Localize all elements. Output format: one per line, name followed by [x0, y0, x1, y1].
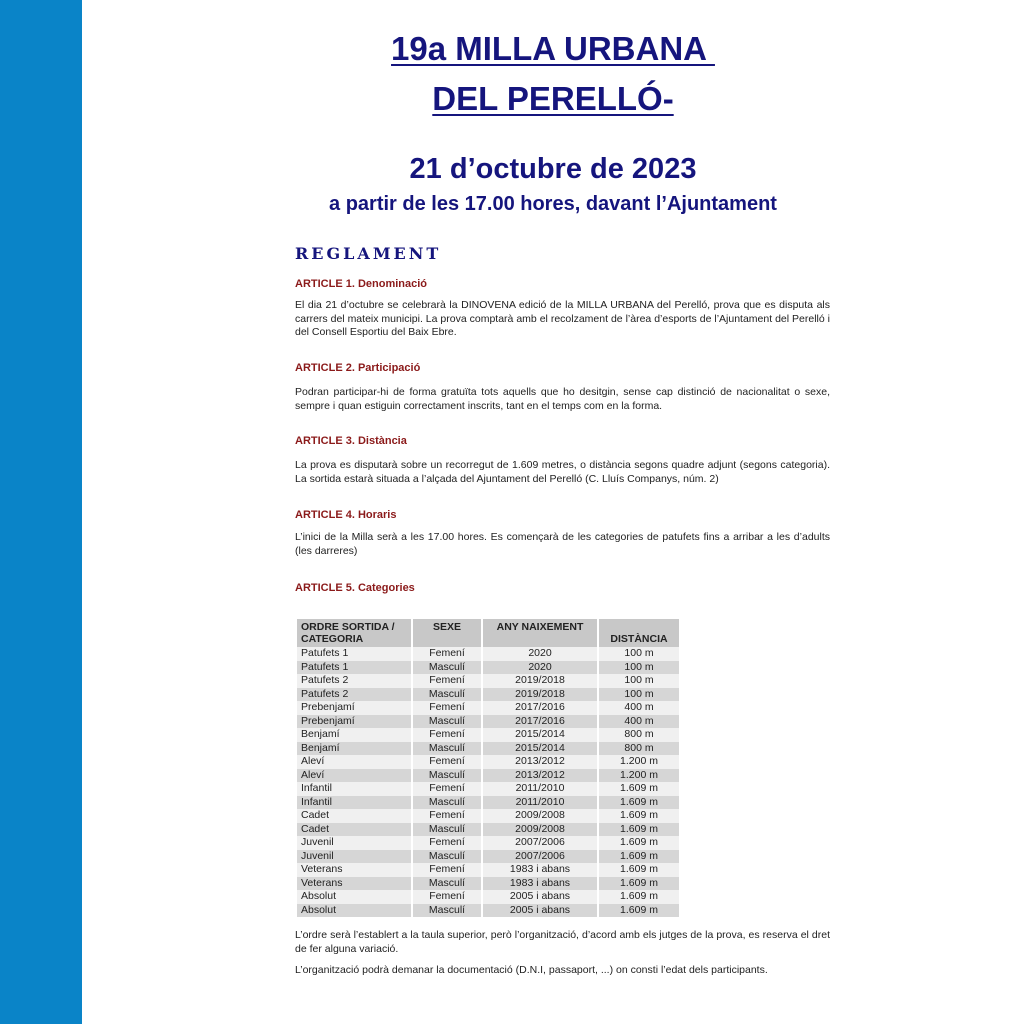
- table-row: [297, 647, 679, 661]
- row-distance: 1.200 m: [599, 769, 679, 783]
- table-row: [297, 836, 679, 850]
- row-distance: 1.609 m: [599, 890, 679, 904]
- row-category: Prebenjamí: [297, 715, 411, 729]
- row-category: Veterans: [297, 863, 411, 877]
- row-sex: Femení: [413, 836, 481, 850]
- table-row: [297, 823, 679, 837]
- row-category: Aleví: [297, 755, 411, 769]
- row-category: Absolut: [297, 904, 411, 918]
- row-birth-year: 2011/2010: [483, 796, 597, 810]
- left-side-bar: [0, 0, 82, 1024]
- footer-note-order: L’ordre serà l’establert a la taula superior, però l’organització, d’acord amb els jutges de la prova, es reserva el dret de fer alguna variació.: [295, 929, 830, 955]
- table-row: [297, 863, 679, 877]
- row-birth-year: 2007/2006: [483, 850, 597, 864]
- row-sex: Femení: [413, 890, 481, 904]
- row-birth-year: 2011/2010: [483, 782, 597, 796]
- row-birth-year: 2015/2014: [483, 728, 597, 742]
- row-sex: Femení: [413, 782, 481, 796]
- row-category: Patufets 2: [297, 674, 411, 688]
- row-category: Veterans: [297, 877, 411, 891]
- footer-note-documents: L’organització podrà demanar la documentació (D.N.I, passaport, ...) on consti l’edat dels participants.: [295, 964, 768, 976]
- table-row: [297, 674, 679, 688]
- row-birth-year: 2020: [483, 661, 597, 675]
- row-category: Patufets 2: [297, 688, 411, 702]
- row-birth-year: 2005 i abans: [483, 890, 597, 904]
- row-category: Patufets 1: [297, 661, 411, 675]
- table-header-row: [297, 619, 679, 647]
- table-row: [297, 809, 679, 823]
- row-sex: Masculí: [413, 877, 481, 891]
- row-birth-year: 2015/2014: [483, 742, 597, 756]
- row-distance: 800 m: [599, 742, 679, 756]
- row-distance: 400 m: [599, 715, 679, 729]
- section-title: REGLAMENT: [295, 244, 442, 263]
- header-distance: DISTÀNCIA: [599, 619, 679, 647]
- row-sex: Masculí: [413, 715, 481, 729]
- row-category: Benjamí: [297, 742, 411, 756]
- row-category: Cadet: [297, 823, 411, 837]
- row-category: Juvenil: [297, 850, 411, 864]
- header-birth-year: ANY NAIXEMENT: [483, 619, 597, 647]
- row-distance: 1.609 m: [599, 836, 679, 850]
- table-row: [297, 701, 679, 715]
- row-distance: 800 m: [599, 728, 679, 742]
- row-sex: Femení: [413, 728, 481, 742]
- header-sex: SEXE: [413, 619, 481, 647]
- header-category: ORDRE SORTIDA / CATEGORIA: [297, 619, 411, 647]
- row-distance: 1.609 m: [599, 904, 679, 918]
- row-distance: 1.609 m: [599, 850, 679, 864]
- row-category: Patufets 1: [297, 647, 411, 661]
- table-row: [297, 755, 679, 769]
- row-category: Prebenjamí: [297, 701, 411, 715]
- table-row: [297, 890, 679, 904]
- row-sex: Masculí: [413, 823, 481, 837]
- table-row: [297, 688, 679, 702]
- row-sex: Masculí: [413, 742, 481, 756]
- row-sex: Femení: [413, 809, 481, 823]
- event-time-location: a partir de les 17.00 hores, davant l’Ajuntament: [329, 193, 777, 215]
- row-sex: Masculí: [413, 661, 481, 675]
- row-category: Aleví: [297, 769, 411, 783]
- row-distance: 1.200 m: [599, 755, 679, 769]
- table-row: [297, 769, 679, 783]
- row-category: Benjamí: [297, 728, 411, 742]
- row-sex: Masculí: [413, 904, 481, 918]
- row-sex: Femení: [413, 674, 481, 688]
- row-birth-year: 2019/2018: [483, 688, 597, 702]
- row-birth-year: 2013/2012: [483, 755, 597, 769]
- row-birth-year: 2005 i abans: [483, 904, 597, 918]
- article-4-heading: ARTICLE 4. Horaris: [295, 509, 397, 521]
- row-sex: Masculí: [413, 850, 481, 864]
- article-4-text: L’inici de la Milla serà a les 17.00 hores. Es començarà de les categories de patufets fins a arribar a les d’adults (les darreres): [295, 531, 830, 557]
- row-birth-year: 1983 i abans: [483, 863, 597, 877]
- row-category: Juvenil: [297, 836, 411, 850]
- row-sex: Femení: [413, 647, 481, 661]
- row-distance: 100 m: [599, 647, 679, 661]
- row-birth-year: 2020: [483, 647, 597, 661]
- row-distance: 1.609 m: [599, 809, 679, 823]
- row-sex: Masculí: [413, 688, 481, 702]
- row-birth-year: 2013/2012: [483, 769, 597, 783]
- article-1-heading: ARTICLE 1. Denominació: [295, 278, 428, 290]
- row-distance: 100 m: [599, 688, 679, 702]
- article-2-heading: ARTICLE 2. Participació: [295, 362, 421, 374]
- row-sex: Masculí: [413, 769, 481, 783]
- row-category: Infantil: [297, 796, 411, 810]
- row-sex: Femení: [413, 863, 481, 877]
- article-5-heading: ARTICLE 5. Categories: [295, 582, 415, 594]
- categories-table: [295, 619, 681, 917]
- row-sex: Femení: [413, 701, 481, 715]
- row-distance: 100 m: [599, 661, 679, 675]
- row-distance: 1.609 m: [599, 877, 679, 891]
- table-row: [297, 715, 679, 729]
- row-distance: 1.609 m: [599, 863, 679, 877]
- row-birth-year: 2007/2006: [483, 836, 597, 850]
- title-line-2: DEL PERELLÓ-: [432, 80, 674, 117]
- article-2-text: Podran participar-hi de forma gratuïta tots aquells que ho desitgin, sense cap distinció de nacionalitat o sexe, sempre i quan estiguin correctament inscrits, tant en el temps com en la forma.: [295, 386, 830, 412]
- table-row: [297, 782, 679, 796]
- article-3-text: La prova es disputarà sobre un recorregut de 1.609 metres, o distància segons quadre adjunt (segons categoria). La sortida estarà situada a l’alçada del Ajuntament del Perelló (C. Lluís Companys, núm. 2): [295, 459, 830, 485]
- row-birth-year: 2017/2016: [483, 715, 597, 729]
- table-row: [297, 742, 679, 756]
- event-date: 21 d’octubre de 2023: [409, 153, 697, 185]
- table-row: [297, 796, 679, 810]
- row-distance: 100 m: [599, 674, 679, 688]
- row-birth-year: 1983 i abans: [483, 877, 597, 891]
- table-row: [297, 850, 679, 864]
- article-3-heading: ARTICLE 3. Distància: [295, 435, 407, 447]
- row-birth-year: 2019/2018: [483, 674, 597, 688]
- row-sex: Femení: [413, 755, 481, 769]
- row-category: Absolut: [297, 890, 411, 904]
- table-row: [297, 661, 679, 675]
- article-1-text: El dia 21 d’octubre se celebrarà la DINOVENA edició de la MILLA URBANA del Perelló, prova que es disputa als carrers del mateix municipi. La prova comptarà amb el recolzament de l’àrea d’esports de l’Ajuntament del Perelló i del Consell Esportiu del Baix Ebre.: [295, 299, 830, 338]
- row-category: Cadet: [297, 809, 411, 823]
- row-birth-year: 2017/2016: [483, 701, 597, 715]
- row-distance: 400 m: [599, 701, 679, 715]
- row-distance: 1.609 m: [599, 823, 679, 837]
- row-distance: 1.609 m: [599, 782, 679, 796]
- row-distance: 1.609 m: [599, 796, 679, 810]
- table-row: [297, 877, 679, 891]
- row-birth-year: 2009/2008: [483, 823, 597, 837]
- table-row: [297, 904, 679, 918]
- document-page: [82, 0, 1024, 1024]
- title-line-1: 19a MILLA URBANA: [391, 30, 715, 67]
- row-birth-year: 2009/2008: [483, 809, 597, 823]
- row-sex: Masculí: [413, 796, 481, 810]
- row-category: Infantil: [297, 782, 411, 796]
- table-row: [297, 728, 679, 742]
